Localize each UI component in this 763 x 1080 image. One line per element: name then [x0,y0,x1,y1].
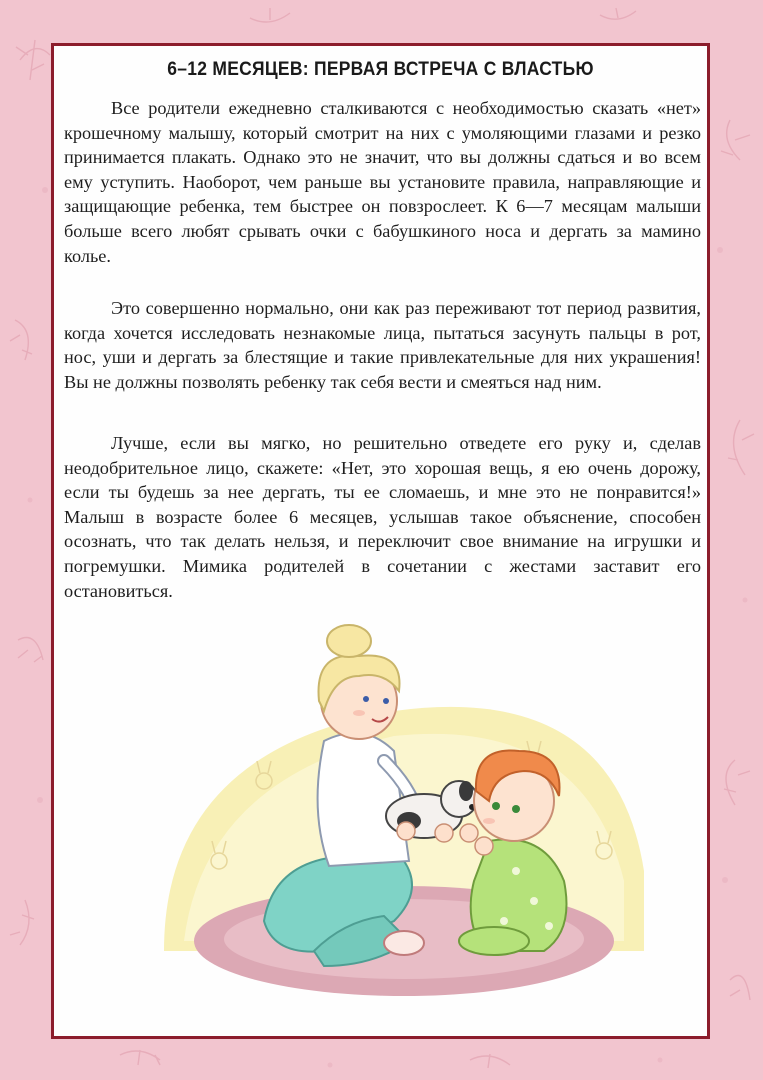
paragraph-3: Лучше, если вы мягко, но решительно отведете его руку и, сделав неодобрительное лицо, скажете: «Нет, это хорошая вещь, я ею очень дорожу, если ты будешь за нее дергать, ты ее сломаешь, и мне это не понравится!» Малыш в возрасте более 6 месяцев, услышав такое объяснение, способен осознать, что так делать нельзя, и переключит свое внимание на игрушки и погремушки. Мимика родителей в сочетании с жестами заставит его остановиться. [64,433,701,601]
paragraph-1: Все родители ежедневно сталкиваются с необходимостью сказать «нет» крошечному малышу, который смотрит на них с умоляющими глазами и резко принимается плакать. Однако это не значит, что вы должны сдаться и во всем ему уступить. Наоборот, чем раньше вы установите правила, направляющие и защищающие ребенка, тем быстрее он повзрослеет. К 6—7 месяцам малыши больше всего любят срывать очки с бабушкиного носа и дергать за мамино колье. [64,98,701,266]
paragraph-2: Это совершенно нормально, они как раз переживают тот период развития, когда хочется исследовать незнакомые лица, пытаться засунуть пальцы в рот, нос, уши и дергать за блестящие и такие привлекательные для них украшения! Вы не должны позволять ребенку так себя вести и смеяться над ним. [64,298,701,392]
page-title: 6–12 МЕСЯЦЕВ: ПЕРВАЯ ВСТРЕЧА С ВЛАСТЬЮ [167,59,594,80]
content-card [51,43,710,1039]
mother-and-baby-illustration [144,621,664,1021]
